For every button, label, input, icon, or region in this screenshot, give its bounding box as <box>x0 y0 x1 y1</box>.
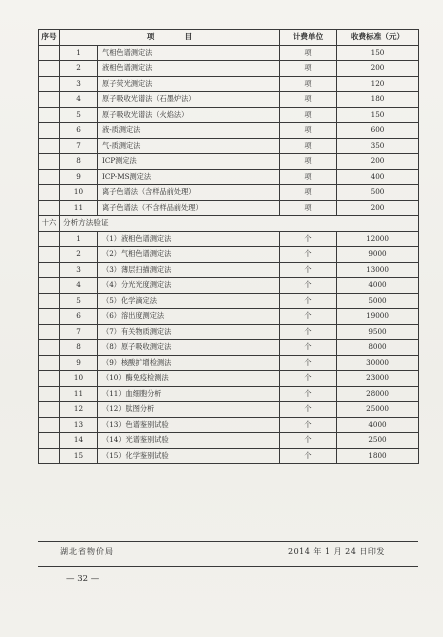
table-row <box>39 185 419 201</box>
row-item: 气-质测定法 <box>98 138 280 154</box>
row-unit: 个 <box>280 371 337 387</box>
row-seq-cell <box>39 402 60 418</box>
row-item: 液-质测定法 <box>98 123 280 139</box>
row-seq-cell <box>39 107 60 123</box>
table-row <box>39 433 419 449</box>
row-item: （2）气相色谱测定法 <box>98 247 280 263</box>
row-seq-cell <box>39 293 60 309</box>
row-unit: 项 <box>280 200 337 216</box>
row-number: 6 <box>60 309 98 325</box>
row-seq-cell <box>39 92 60 108</box>
row-item: （3）薄层扫描测定法 <box>98 262 280 278</box>
row-seq-cell <box>39 278 60 294</box>
section-row <box>39 216 419 232</box>
table-row <box>39 402 419 418</box>
row-unit: 项 <box>280 107 337 123</box>
table-row <box>39 61 419 77</box>
row-seq-cell <box>39 355 60 371</box>
row-number: 2 <box>60 61 98 77</box>
issue-date: 2014 年 1 月 24 日印发 <box>288 547 385 556</box>
row-item: ICP测定法 <box>98 154 280 170</box>
row-number: 5 <box>60 107 98 123</box>
row-number: 10 <box>60 371 98 387</box>
row-seq-cell <box>39 76 60 92</box>
row-item: （6）溶出度测定法 <box>98 309 280 325</box>
row-number: 3 <box>60 262 98 278</box>
row-seq-cell <box>39 371 60 387</box>
row-fee: 200 <box>337 200 419 216</box>
row-unit: 项 <box>280 154 337 170</box>
row-seq-cell <box>39 262 60 278</box>
row-fee: 8000 <box>337 340 419 356</box>
row-unit: 项 <box>280 61 337 77</box>
row-item: （1）液相色谱测定法 <box>98 231 280 247</box>
row-item: （15）化学鉴别试验 <box>98 448 280 464</box>
row-item: （8）原子吸收测定法 <box>98 340 280 356</box>
row-item: （11）血细胞分析 <box>98 386 280 402</box>
footer-top-rule <box>38 541 418 542</box>
table-row <box>39 309 419 325</box>
row-unit: 项 <box>280 123 337 139</box>
row-seq-cell <box>39 169 60 185</box>
section-title: 分析方法验证 <box>60 216 419 232</box>
row-unit: 个 <box>280 402 337 418</box>
row-number: 10 <box>60 185 98 201</box>
table-row <box>39 123 419 139</box>
row-item: （7）有关物质测定法 <box>98 324 280 340</box>
table-row <box>39 92 419 108</box>
row-item: 气相色谱测定法 <box>98 45 280 61</box>
section16-body <box>39 216 419 232</box>
row-seq-cell <box>39 417 60 433</box>
row-unit: 个 <box>280 340 337 356</box>
table-row <box>39 371 419 387</box>
row-seq-cell <box>39 448 60 464</box>
row-seq-cell <box>39 123 60 139</box>
row-unit: 个 <box>280 247 337 263</box>
row-number: 11 <box>60 386 98 402</box>
table-row <box>39 45 419 61</box>
table-row <box>39 448 419 464</box>
row-unit: 个 <box>280 278 337 294</box>
footer-bottom-rule <box>38 566 418 567</box>
row-seq-cell <box>39 61 60 77</box>
row-item: 离子色谱法（不含样品前处理） <box>98 200 280 216</box>
row-number: 1 <box>60 231 98 247</box>
row-number: 13 <box>60 417 98 433</box>
row-fee: 200 <box>337 154 419 170</box>
header-item: 项 目 <box>60 30 280 46</box>
row-item: 原子荧光测定法 <box>98 76 280 92</box>
row-unit: 项 <box>280 92 337 108</box>
row-unit: 个 <box>280 417 337 433</box>
group1-body <box>39 45 419 216</box>
row-unit: 项 <box>280 45 337 61</box>
row-seq-cell <box>39 433 60 449</box>
row-fee: 500 <box>337 185 419 201</box>
group2-body <box>39 231 419 464</box>
table-row <box>39 324 419 340</box>
row-item: （5）化学滴定法 <box>98 293 280 309</box>
row-unit: 项 <box>280 76 337 92</box>
row-number: 3 <box>60 76 98 92</box>
table-row <box>39 340 419 356</box>
row-unit: 项 <box>280 169 337 185</box>
row-fee: 30000 <box>337 355 419 371</box>
row-number: 14 <box>60 433 98 449</box>
row-fee: 9000 <box>337 247 419 263</box>
table-row <box>39 355 419 371</box>
header-seq: 序号 <box>39 30 60 46</box>
row-fee: 4000 <box>337 278 419 294</box>
row-item: （9）核酸扩增检测法 <box>98 355 280 371</box>
row-number: 8 <box>60 340 98 356</box>
row-fee: 25000 <box>337 402 419 418</box>
table-row <box>39 262 419 278</box>
row-item: （12）肽图分析 <box>98 402 280 418</box>
row-number: 8 <box>60 154 98 170</box>
row-number: 7 <box>60 324 98 340</box>
row-fee: 23000 <box>337 371 419 387</box>
table-row <box>39 138 419 154</box>
row-seq-cell <box>39 45 60 61</box>
table-row <box>39 293 419 309</box>
row-fee: 350 <box>337 138 419 154</box>
row-item: 液相色谱测定法 <box>98 61 280 77</box>
table-row <box>39 231 419 247</box>
table-header-row <box>39 30 419 46</box>
row-number: 2 <box>60 247 98 263</box>
table-row <box>39 386 419 402</box>
row-item: 原子吸收光谱法（石墨炉法） <box>98 92 280 108</box>
row-number: 9 <box>60 169 98 185</box>
table-row <box>39 278 419 294</box>
row-number: 15 <box>60 448 98 464</box>
row-fee: 2500 <box>337 433 419 449</box>
row-unit: 个 <box>280 293 337 309</box>
row-unit: 项 <box>280 185 337 201</box>
table-row <box>39 247 419 263</box>
row-fee: 600 <box>337 123 419 139</box>
header-fee: 收费标准（元） <box>337 30 419 46</box>
page-number: — 32 — <box>66 574 100 584</box>
row-number: 9 <box>60 355 98 371</box>
row-number: 4 <box>60 92 98 108</box>
row-fee: 400 <box>337 169 419 185</box>
row-number: 4 <box>60 278 98 294</box>
fee-standard-table <box>38 29 419 464</box>
row-unit: 个 <box>280 309 337 325</box>
row-number: 1 <box>60 45 98 61</box>
table-row <box>39 417 419 433</box>
row-seq-cell <box>39 386 60 402</box>
row-number: 11 <box>60 200 98 216</box>
row-seq-cell <box>39 200 60 216</box>
row-fee: 12000 <box>337 231 419 247</box>
row-item: 原子吸收光谱法（火焰法） <box>98 107 280 123</box>
row-fee: 120 <box>337 76 419 92</box>
table-row <box>39 107 419 123</box>
row-seq-cell <box>39 138 60 154</box>
table-row <box>39 200 419 216</box>
row-fee: 13000 <box>337 262 419 278</box>
row-fee: 150 <box>337 107 419 123</box>
row-seq-cell <box>39 324 60 340</box>
row-number: 5 <box>60 293 98 309</box>
table-row <box>39 169 419 185</box>
row-unit: 项 <box>280 138 337 154</box>
row-unit: 个 <box>280 386 337 402</box>
row-fee: 19000 <box>337 309 419 325</box>
row-seq-cell <box>39 247 60 263</box>
row-item: （14）光谱鉴别试验 <box>98 433 280 449</box>
row-item: （13）色谱鉴别试验 <box>98 417 280 433</box>
row-unit: 个 <box>280 448 337 464</box>
row-unit: 个 <box>280 324 337 340</box>
row-fee: 4000 <box>337 417 419 433</box>
row-fee: 1800 <box>337 448 419 464</box>
row-unit: 个 <box>280 231 337 247</box>
row-fee: 150 <box>337 45 419 61</box>
row-seq-cell <box>39 154 60 170</box>
row-seq-cell <box>39 340 60 356</box>
row-seq-cell <box>39 185 60 201</box>
row-item: （10）酶免疫检测法 <box>98 371 280 387</box>
row-unit: 个 <box>280 355 337 371</box>
row-unit: 个 <box>280 433 337 449</box>
section-seq: 十六 <box>39 216 60 232</box>
header-unit: 计费单位 <box>280 30 337 46</box>
row-number: 6 <box>60 123 98 139</box>
row-item: 离子色谱法（含样品前处理） <box>98 185 280 201</box>
row-fee: 200 <box>337 61 419 77</box>
row-fee: 180 <box>337 92 419 108</box>
table-row <box>39 76 419 92</box>
row-seq-cell <box>39 309 60 325</box>
row-item: （4）分光光度测定法 <box>98 278 280 294</box>
row-number: 12 <box>60 402 98 418</box>
row-number: 7 <box>60 138 98 154</box>
row-fee: 5000 <box>337 293 419 309</box>
issuer-name: 湖北省物价局 <box>60 547 114 556</box>
table-row <box>39 154 419 170</box>
row-item: ICP-MS测定法 <box>98 169 280 185</box>
row-fee: 28000 <box>337 386 419 402</box>
row-unit: 个 <box>280 262 337 278</box>
row-seq-cell <box>39 231 60 247</box>
row-fee: 9500 <box>337 324 419 340</box>
